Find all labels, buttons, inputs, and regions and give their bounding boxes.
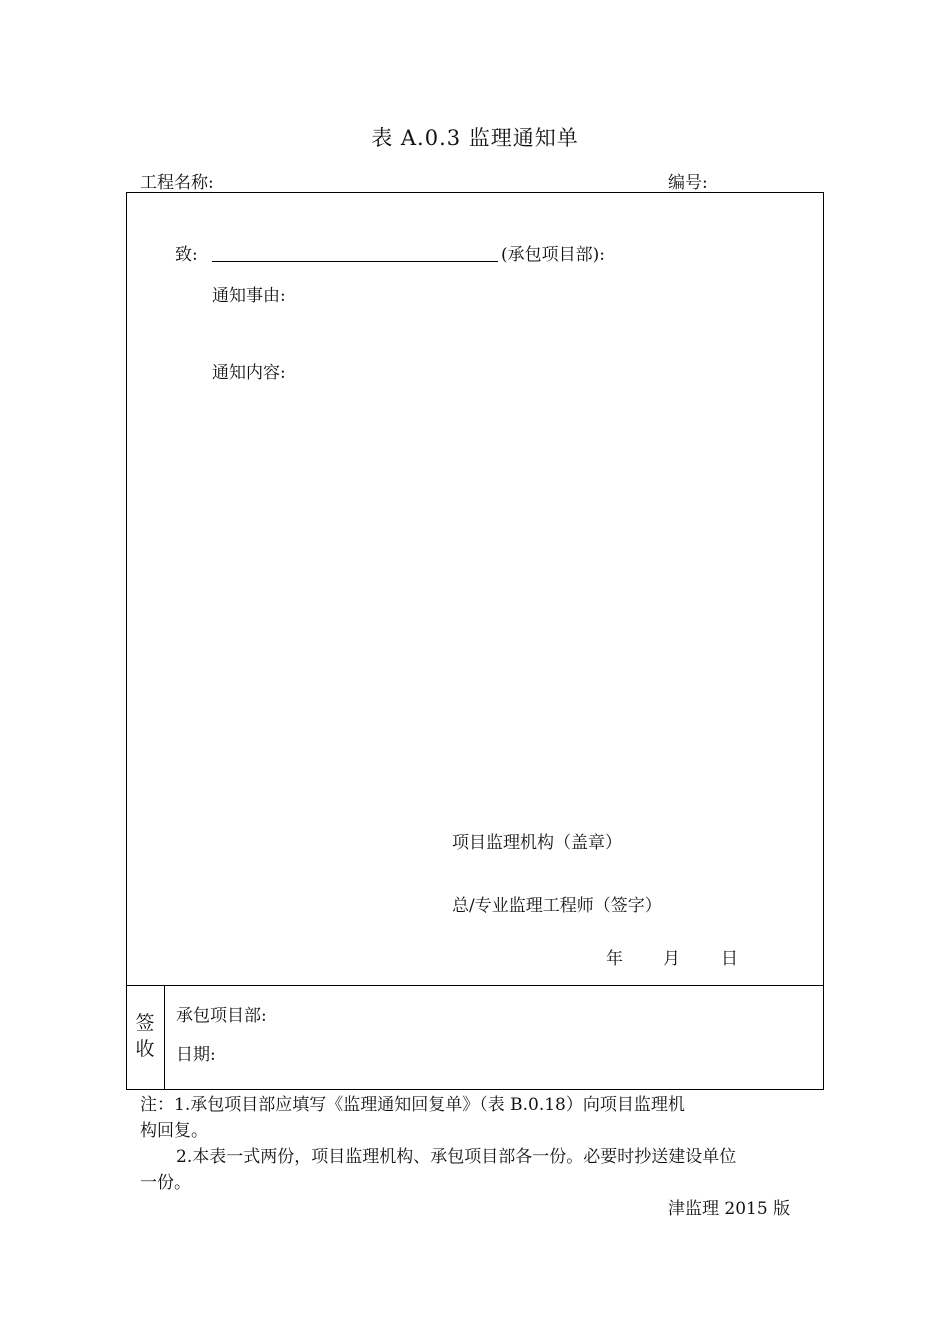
to-recipient-field[interactable]	[212, 261, 498, 262]
date-month-label: 月	[663, 949, 680, 969]
notice-body-box	[126, 192, 824, 986]
project-name-label: 工程名称:	[140, 173, 214, 193]
note-1-cont: 构回复。	[140, 1121, 208, 1141]
sign-char: 签	[135, 1012, 155, 1034]
to-label: 致:	[175, 245, 198, 265]
engineer-sign-label: 总/专业监理工程师（签字）	[452, 896, 662, 916]
note-2-cont: 一份。	[140, 1173, 191, 1193]
number-label: 编号:	[668, 173, 708, 193]
to-suffix: (承包项目部):	[501, 245, 605, 265]
edition-label: 津监理 2015 版	[668, 1199, 791, 1219]
receiver-label: 承包项目部:	[176, 1006, 267, 1026]
form-title: 表 A.0.3 监理通知单	[371, 126, 579, 150]
sign-divider	[164, 986, 165, 1089]
reason-label: 通知事由:	[212, 286, 286, 306]
note-2: 2.本表一式两份，项目监理机构、承包项目部各一份。必要时抄送建设单位	[176, 1147, 737, 1167]
receive-char: 收	[135, 1038, 155, 1060]
sign-receive-vertical-label	[126, 1010, 164, 1062]
note-1: 注：1.承包项目部应填写《监理通知回复单》（表 B.0.18）向项目监理机	[140, 1095, 685, 1115]
date-year-label: 年	[606, 949, 623, 969]
date-day-label: 日	[721, 949, 738, 969]
receive-date-label: 日期:	[176, 1045, 216, 1065]
content-label: 通知内容:	[212, 363, 286, 383]
org-seal-label: 项目监理机构（盖章）	[452, 833, 622, 853]
